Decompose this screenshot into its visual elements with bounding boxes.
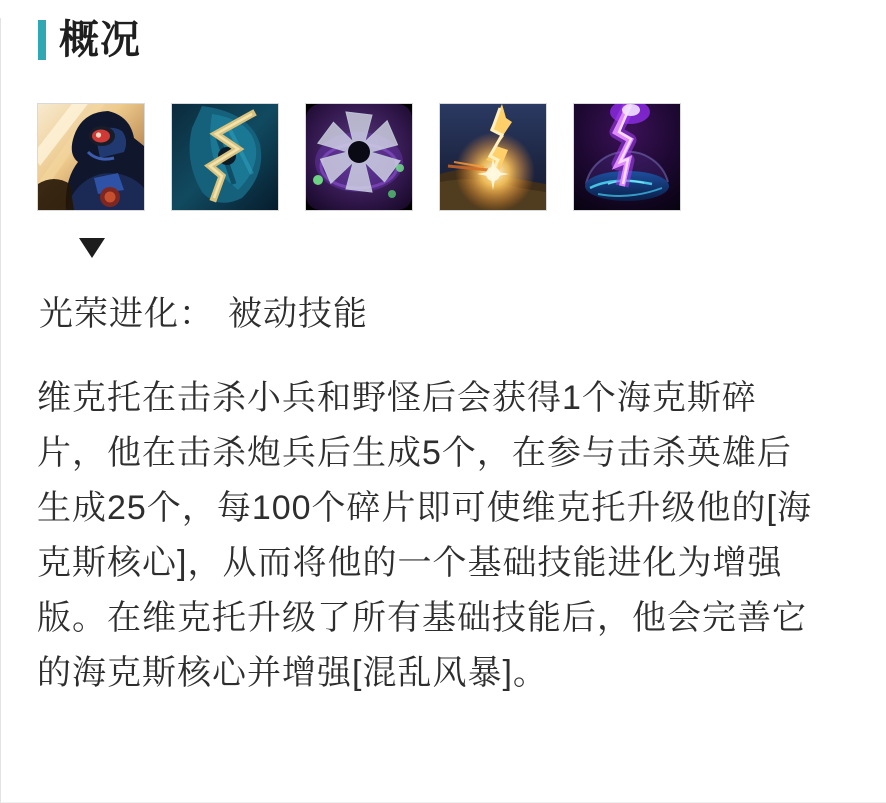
w-skill-icon[interactable] xyxy=(305,103,413,211)
selected-skill-triangle-icon xyxy=(79,238,105,258)
section-title: 概况 xyxy=(59,18,141,62)
fire-ray-icon xyxy=(440,104,546,210)
skill-description-line: 克斯核心]，从而将他的一个基础技能进化为增强 xyxy=(37,544,783,582)
skill-description-line: 片，他在击杀炮兵后生成5个，在参与击杀英雄后 xyxy=(37,434,792,472)
q-skill-icon[interactable] xyxy=(171,103,279,211)
storm-lightning-icon xyxy=(574,104,680,210)
passive-skill-icon[interactable] xyxy=(37,103,145,211)
skill-icons-row xyxy=(37,103,886,211)
skill-description-line: 的海克斯核心并增强[混乱风暴]。 xyxy=(37,654,548,692)
section-header xyxy=(38,18,886,62)
accent-bar xyxy=(38,20,46,60)
champion-portrait-icon xyxy=(38,104,144,210)
r-skill-icon[interactable] xyxy=(573,103,681,211)
skill-description-line: 维克托在击杀小兵和野怪后会获得1个海克斯碎 xyxy=(37,379,757,417)
skill-description xyxy=(37,371,849,701)
skill-description-line: 生成25个，每100个碎片即可使维克托升级他的[海 xyxy=(37,489,812,527)
gravity-fan-icon xyxy=(306,104,412,210)
skill-description-line: 版。在维克托升级了所有基础技能后，他会完善它 xyxy=(37,599,807,637)
skill-name: 光荣进化： xyxy=(39,295,214,333)
e-skill-icon[interactable] xyxy=(439,103,547,211)
skill-title-line xyxy=(39,294,886,334)
siphon-claw-icon xyxy=(172,104,278,210)
skill-type: 被动技能 xyxy=(228,295,368,333)
